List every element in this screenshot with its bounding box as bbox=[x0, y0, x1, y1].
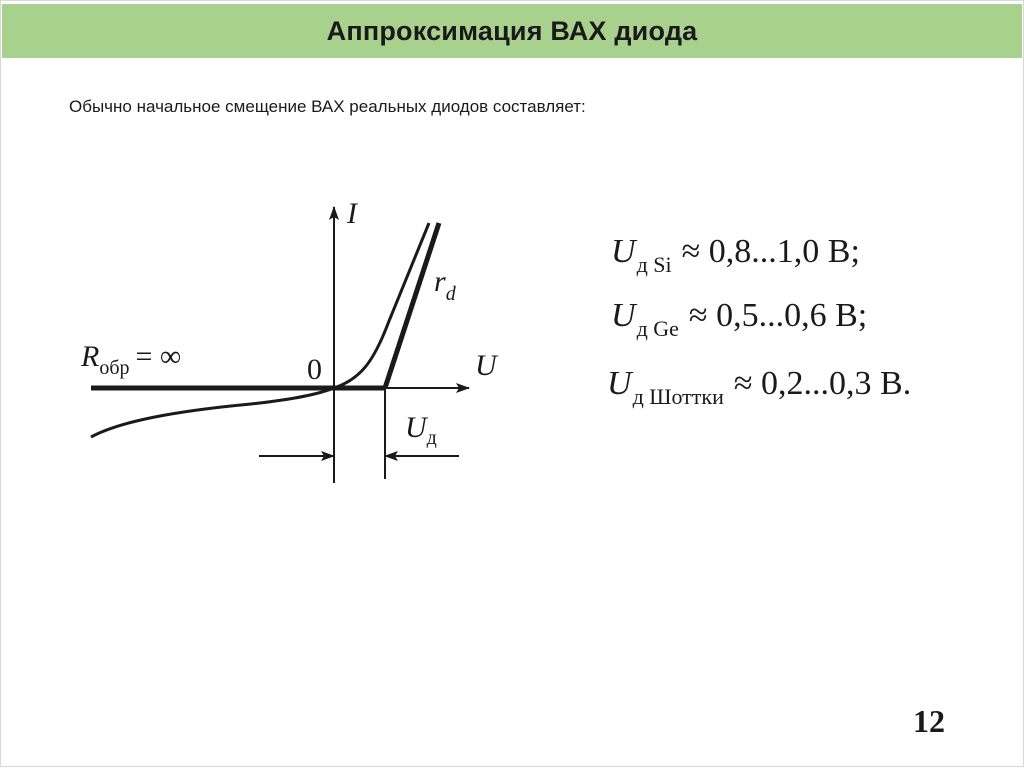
approx-forward-segment bbox=[385, 223, 439, 388]
formula-ge-symbol: U bbox=[611, 297, 636, 334]
ud-subscript: д bbox=[426, 427, 437, 449]
formula-si bbox=[611, 233, 860, 278]
formula-ge bbox=[611, 297, 867, 342]
axis-i-label: I bbox=[347, 197, 357, 230]
formula-si-value: ≈ 0,8...1,0 В; bbox=[681, 233, 860, 270]
real-forward-curve bbox=[334, 223, 429, 388]
formula-schottky-subscript: д Шоттки bbox=[632, 384, 724, 409]
real-reverse-curve bbox=[91, 388, 334, 437]
slide-title: Аппроксимация ВАХ диода bbox=[326, 15, 698, 46]
origin-label: 0 bbox=[307, 353, 322, 386]
robr-value: = ∞ bbox=[135, 340, 182, 373]
formula-si-subscript: д Si bbox=[636, 252, 672, 277]
ud-symbol: U bbox=[405, 411, 427, 444]
formula-schottky bbox=[607, 365, 911, 410]
robr-symbol: R bbox=[81, 340, 100, 373]
formula-ge-subscript: д Ge bbox=[636, 316, 679, 341]
ud-label bbox=[405, 411, 437, 449]
robr-label bbox=[80, 340, 181, 379]
slide-subtitle: Обычно начальное смещение ВАХ реальных диодов составляет: bbox=[69, 97, 586, 116]
formula-schottky-symbol: U bbox=[607, 365, 632, 402]
page-number: 12 bbox=[913, 703, 945, 739]
formula-ge-value: ≈ 0,5...0,6 В; bbox=[688, 297, 868, 334]
robr-subscript: обр bbox=[99, 357, 130, 379]
formula-si-symbol: U bbox=[611, 233, 636, 270]
rd-label bbox=[434, 265, 457, 305]
formula-schottky-value: ≈ 0,2...0,3 В. bbox=[733, 365, 912, 402]
rd-subscript: d bbox=[445, 283, 456, 305]
rd-symbol: r bbox=[434, 265, 446, 298]
axis-u-label: U bbox=[475, 349, 497, 382]
